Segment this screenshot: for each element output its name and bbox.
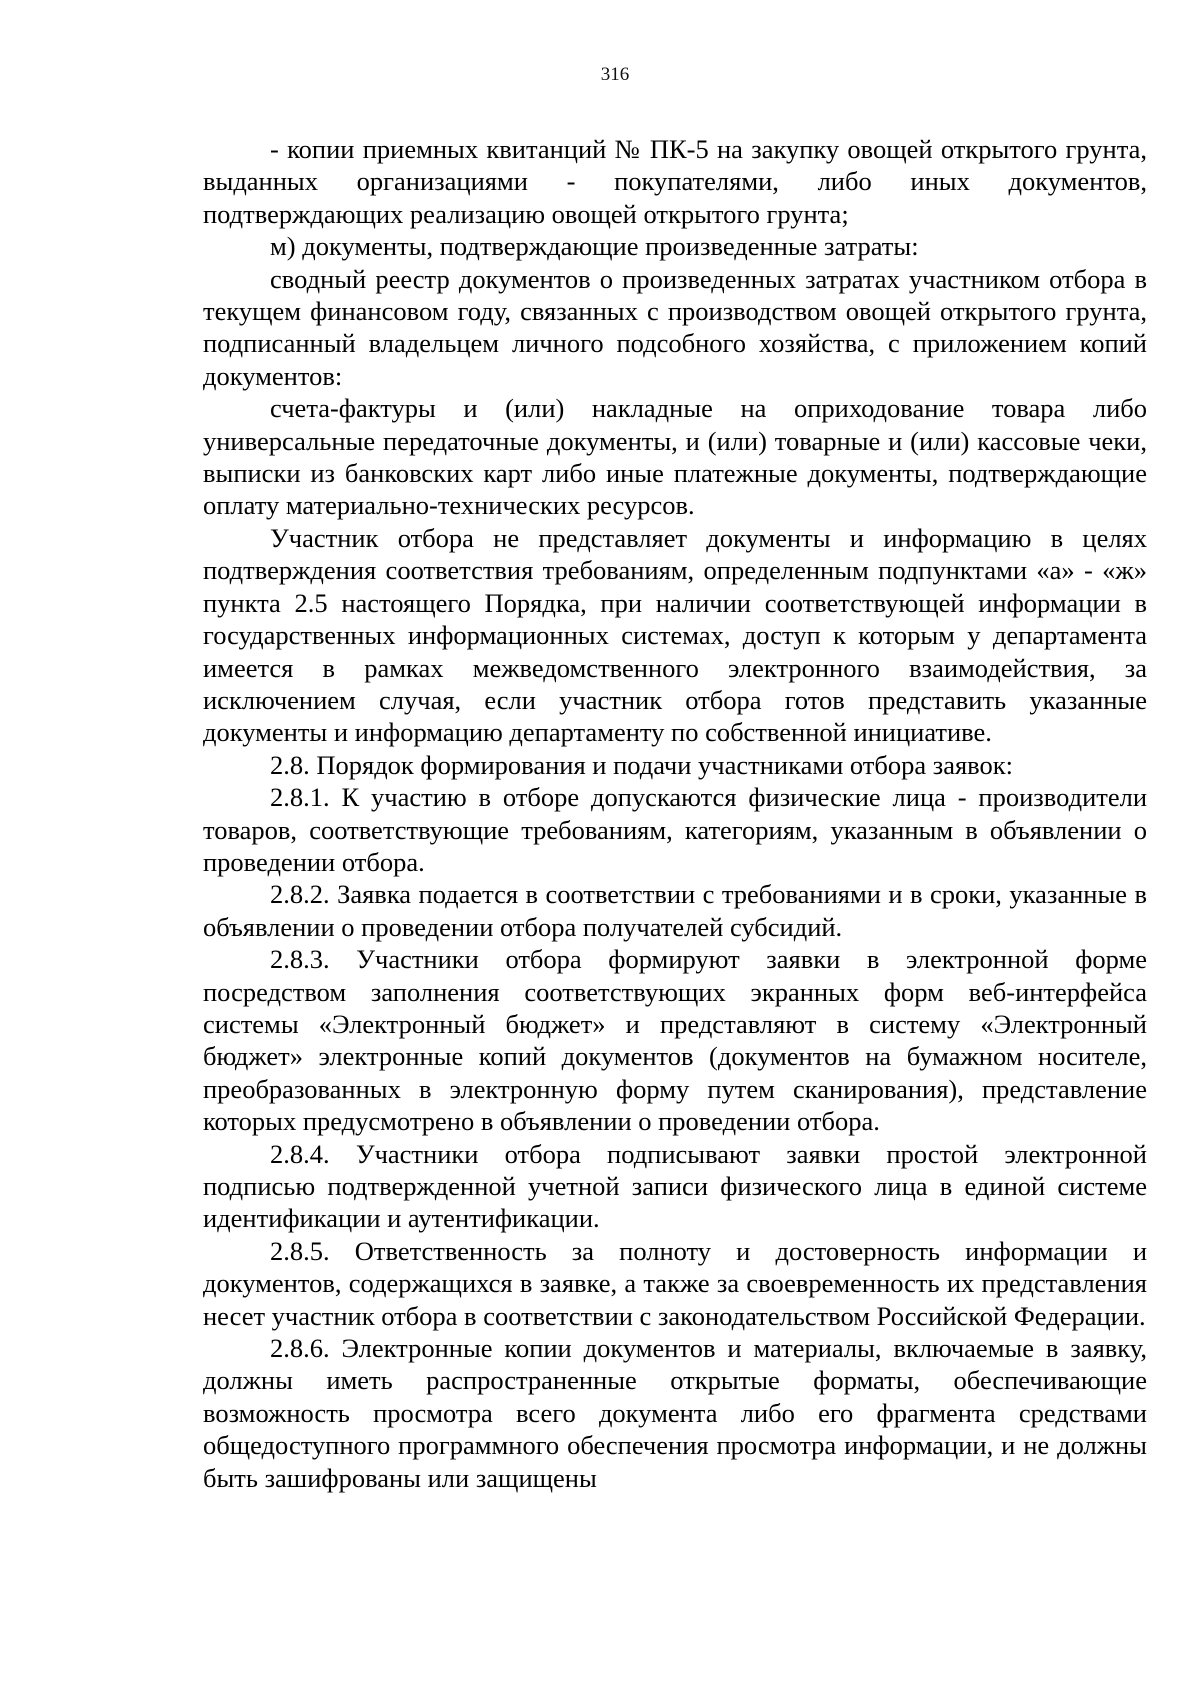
paragraph-section-2-8-1: 2.8.1. К участию в отборе допускаются физические лица - производители товаров, соответствующие требованиям, категориям, указанным в объявлении о проведении отбора. bbox=[203, 782, 1147, 877]
paragraph-invoices: счета-фактуры и (или) накладные на оприходование товара либо универсальные передаточные документы, и (или) товарные и (или) кассовые чеки, выписки из банковских карт либо иные платежные документы, подтверждающие оплату материально-технических ресурсов. bbox=[203, 393, 1147, 521]
paragraph-section-2-8-2: 2.8.2. Заявка подается в соответствии с требованиями и в сроки, указанные в объявлении о проведении отбора получателей субсидий. bbox=[203, 879, 1147, 942]
paragraph-item-m: м) документы, подтверждающие произведенные затраты: bbox=[270, 231, 919, 262]
paragraph-section-2-8-3: 2.8.3. Участники отбора формируют заявки в электронной форме посредством заполнения соответствующих экранных форм веб-интерфейса системы «Электронный бюджет» и представляют в систему «Электронный бюджет» электронные копий документов (документов на бумажном носителе, преобразованных в электронную форму путем сканирования), представление которых предусмотрено в объявлении о проведении отбора. bbox=[203, 944, 1147, 1137]
document-body bbox=[203, 133, 1147, 1494]
paragraph-receipts: - копии приемных квитанций № ПК-5 на закупку овощей открытого грунта, выданных организациями - покупателями, либо иных документов, подтверждающих реализацию овощей открытого грунта; bbox=[203, 134, 1147, 229]
paragraph-section-2-8-6: 2.8.6. Электронные копии документов и материалы, включаемые в заявку, должны иметь распространенные открытые форматы, обеспечивающие возможность просмотра всего документа либо его фрагмента средствами общедоступного программного обеспечения просмотра информации, и не должны быть зашифрованы или защищены bbox=[203, 1333, 1147, 1493]
page-number: 316 bbox=[600, 64, 630, 85]
paragraph-summary-register: сводный реестр документов о произведенных затратах участником отбора в текущем финансовом году, связанных с производством овощей открытого грунта, подписанный владельцем личного подсобного хозяйства, с приложением копий документов: bbox=[203, 263, 1147, 391]
paragraph-section-2-8-5: 2.8.5. Ответственность за полноту и достоверность информации и документов, содержащихся в заявке, а также за своевременность их представления несет участник отбора в соответствии с законодательством Российской Федерации. bbox=[203, 1235, 1147, 1331]
paragraph-section-2-8-4: 2.8.4. Участники отбора подписывают заявки простой электронной подписью подтвержденной учетной записи физического лица в единой системе идентификации и аутентификации. bbox=[203, 1138, 1147, 1234]
paragraph-participant-documents: Участник отбора не представляет документы и информацию в целях подтверждения соответствия требованиям, определенным подпунктами «а» - «ж» пункта 2.5 настоящего Порядка, при наличии соответствующей информации в государственных информационных системах, доступ к которым у департамента имеется в рамках межведомственного электронного взаимодействия, за исключением случая, если участник отбора готов представить указанные документы и информацию департаменту по собственной инициативе. bbox=[203, 522, 1147, 748]
paragraph-section-2-8: 2.8. Порядок формирования и подачи участниками отбора заявок: bbox=[270, 749, 1013, 780]
